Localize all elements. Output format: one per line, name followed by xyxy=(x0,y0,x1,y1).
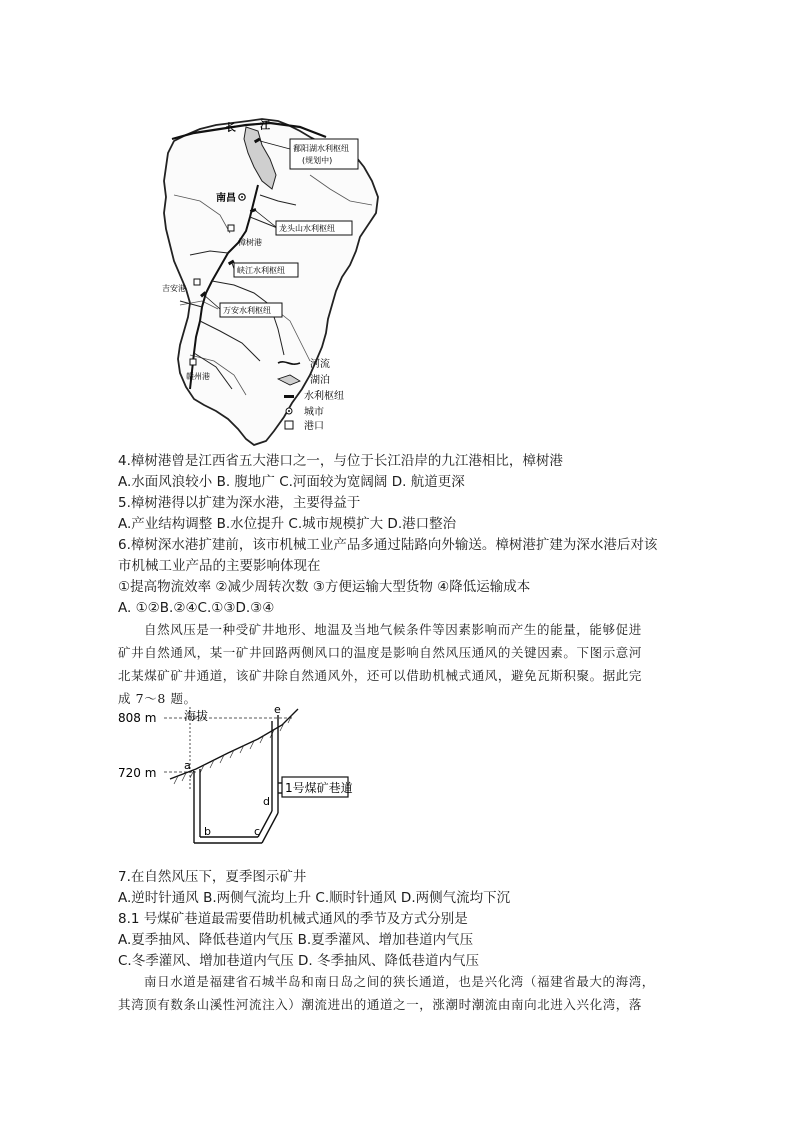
port-legend-icon xyxy=(285,421,293,429)
q5-stem: 5.樟树港得以扩建为深水港，主要得益于 xyxy=(118,495,361,511)
roadway-label: 1号煤矿巷道 xyxy=(285,781,353,795)
label-jiang: 江 xyxy=(260,121,270,132)
label-xiajiang-hub: 峡江水利枢纽 xyxy=(237,266,285,275)
passage-line: 南日水道是福建省石城半岛和南日岛之间的狭长通道，也是兴化湾（福建省最大的海湾， xyxy=(144,974,655,989)
q6-stem-line2: 市机械工业产品的主要影响体现在 xyxy=(118,558,321,574)
passage-7-8 xyxy=(118,618,678,710)
legend-lake: 湖泊 xyxy=(310,375,330,386)
label-wanan-hub: 万安水利枢纽 xyxy=(223,306,271,315)
elev-720: 720 m xyxy=(118,766,157,780)
passage-line: 矿井自然通风，某一矿井回路两侧风口的温度是影响自然风压通风的关键因素。下图示意河 xyxy=(118,645,643,660)
passage-line: 北某煤矿矿井通道，该矿井除自然通风外，还可以借助机械式通风，避免瓦斯积聚。据此完 xyxy=(118,668,643,683)
label-longtoushan-hub: 龙头山水利枢纽 xyxy=(279,224,335,233)
q7-options: A.逆时针通风 B.两侧气流均上升 C.顺时针通风 D.两侧气流均下沉 xyxy=(118,890,511,906)
ground-hatch xyxy=(174,715,292,784)
point-c: c xyxy=(254,825,261,838)
legend-hub: 水利枢纽 xyxy=(304,391,344,402)
label-zhangshu-port: 樟树港 xyxy=(238,238,262,247)
q4-stem: 4.樟树港曾是江西省五大港口之一，与位于长江沿岸的九江港相比，樟树港 xyxy=(118,453,563,469)
point-d: d xyxy=(263,795,270,808)
q4-options: A.水面风浪较小 B. 腹地广 C.河面较为宽阔阔 D. 航道更深 xyxy=(118,474,465,490)
jiangxi-river-map xyxy=(150,105,382,450)
label-poyang-hub: 鄱阳湖水利枢纽 xyxy=(293,144,349,153)
passage-line: 其湾顶有数条山溪性河流注入）潮流进出的通道之一，涨潮时潮流由南向北进入兴化湾，落 xyxy=(118,997,643,1012)
point-a: a xyxy=(184,759,191,772)
hub-legend-icon xyxy=(284,395,294,398)
label-ganzhou-port: 赣州港 xyxy=(186,372,210,381)
q7-stem: 7.在自然风压下，夏季图示矿井 xyxy=(118,869,307,885)
legend-port: 港口 xyxy=(304,421,324,432)
mine-shaft-diagram xyxy=(118,703,418,861)
port-marker xyxy=(190,359,196,365)
legend-city: 城市 xyxy=(304,407,324,418)
passage-line: 成 7～8 题。 xyxy=(118,691,197,706)
legend-river: 河流 xyxy=(310,359,330,370)
q5-options: A.产业结构调整 B.水位提升 C.城市规模扩大 D.港口整治 xyxy=(118,516,457,532)
q8-options-line1: A.夏季抽风、降低巷道内气压 B.夏季灌风、增加巷道内气压 xyxy=(118,932,474,948)
label-jian-port: 吉安港 xyxy=(162,284,186,293)
port-marker xyxy=(228,225,234,231)
q6-options: A. ①②B.②④C.①③D.③④ xyxy=(118,600,275,616)
q8-options-line2: C.冬季灌风、增加巷道内气压 D. 冬季抽风、降低巷道内气压 xyxy=(118,953,479,969)
q8-stem: 8.1 号煤矿巷道最需要借助机械式通风的季节及方式分别是 xyxy=(118,911,468,927)
incline-outer xyxy=(262,813,278,843)
point-b: b xyxy=(204,825,211,838)
label-poyang-hub-note: (规划中) xyxy=(302,156,333,165)
point-e: e xyxy=(274,703,281,716)
q6-items: ①提高物流效率 ②减少周转次数 ③方便运输大型货物 ④降低运输成本 xyxy=(118,579,531,595)
port-marker xyxy=(194,279,200,285)
incline-inner xyxy=(258,811,272,837)
altitude-label: 海拔 xyxy=(184,709,209,723)
passage-line: 自然风压是一种受矿井地形、地温及当地气候条件等因素影响而产生的能量，能够促进 xyxy=(144,622,642,637)
label-chang: 长 xyxy=(226,123,236,134)
elev-808: 808 m xyxy=(118,711,157,725)
passage-next xyxy=(118,970,678,1016)
label-nanchang: 南昌 xyxy=(216,193,236,204)
q6-stem-line1: 6.樟树深水港扩建前，该市机械工业产品多通过陆路向外输送。樟树港扩建为深水港后对该 xyxy=(118,537,658,553)
